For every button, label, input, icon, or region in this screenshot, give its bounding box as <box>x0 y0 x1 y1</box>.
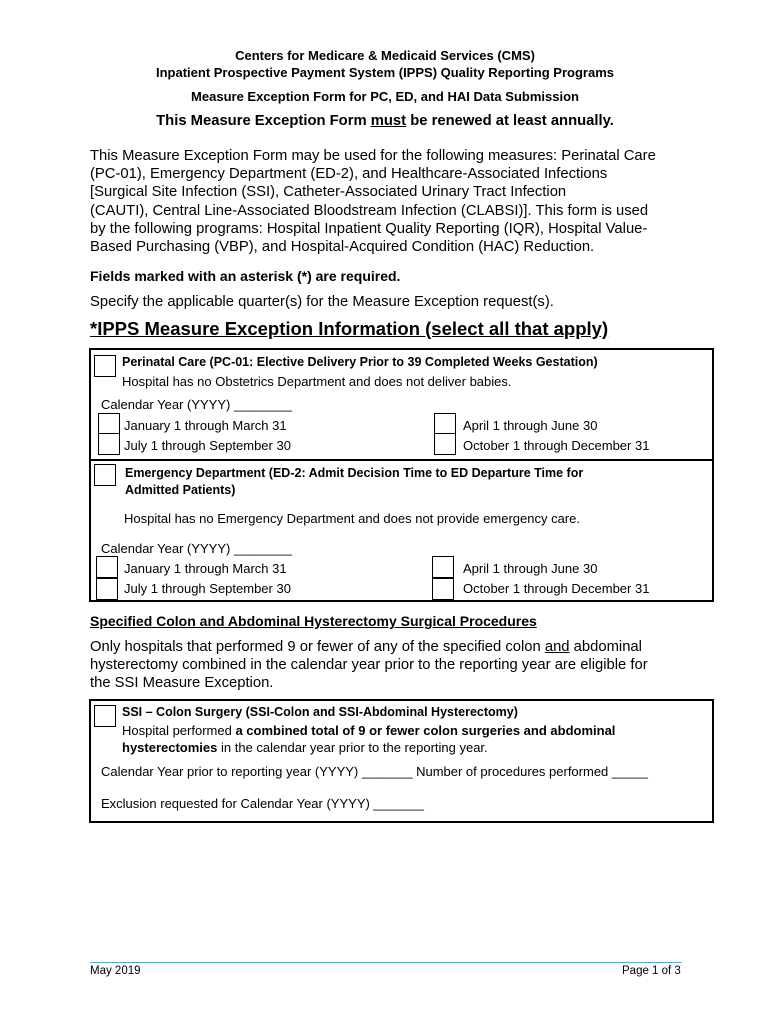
ssi-checkbox[interactable] <box>94 705 116 727</box>
pc-q3-checkbox[interactable] <box>98 433 120 455</box>
pc-q2-label: April 1 through June 30 <box>463 418 598 433</box>
intro-paragraph: This Measure Exception Form may be used for the following measures: Perinatal Care (PC-01), Emergency Department (ED-2), and Healthcare-Associated Infections [Surgical Site Infection (SSI), Catheter-Associated Urinary Tract Infection (CAUTI), Central Line-Associated Bloodstream Infection (CLABSI)]. This form is used by the following programs: Hospital Inpatient Quality Reporting (IQR), Hospital Value- Based Purchasing (VBP), and Hospital-Acquired Condition (HAC) Reduction. <box>90 148 656 256</box>
pc-title: Perinatal Care (PC-01: Elective Delivery Prior to 39 Completed Weeks Gestation) <box>122 355 598 369</box>
ed-q3-checkbox[interactable] <box>96 578 118 600</box>
required-note: Fields marked with an asterisk (*) are required. <box>90 268 401 284</box>
pc-calendar-year: Calendar Year (YYYY) ________ <box>101 397 292 412</box>
pc-q4-label: October 1 through December 31 <box>463 438 650 453</box>
pc-q4-checkbox[interactable] <box>434 433 456 455</box>
header-programs: Inpatient Prospective Payment System (IPPS) Quality Reporting Programs <box>155 65 614 80</box>
ed-title-line1: Emergency Department (ED-2: Admit Decision Time to ED Departure Time for <box>125 466 584 480</box>
ed-description: Hospital has no Emergency Department and does not provide emergency care. <box>124 511 580 526</box>
pc-q3-label: July 1 through September 30 <box>124 438 291 453</box>
ed-q2-checkbox[interactable] <box>432 556 454 578</box>
colon-section-heading: Specified Colon and Abdominal Hysterectomy Surgical Procedures <box>90 613 537 629</box>
colon-section-paragraph: Only hospitals that performed 9 or fewer of any of the specified colon and abdominal hysterectomy combined in the calendar year prior to the reporting year are eligible for the SSI Measure Exception. <box>90 639 648 692</box>
pc-checkbox[interactable] <box>94 355 116 377</box>
pc-q2-checkbox[interactable] <box>434 413 456 435</box>
ed-title-line2: Admitted Patients) <box>125 483 236 497</box>
ssi-title: SSI – Colon Surgery (SSI-Colon and SSI-Abdominal Hysterectomy) <box>122 705 518 719</box>
ed-calendar-year: Calendar Year (YYYY) ________ <box>101 541 292 556</box>
footer-date: May 2019 <box>90 965 141 977</box>
pc-q1-checkbox[interactable] <box>98 413 120 435</box>
ed-q3-label: July 1 through September 30 <box>124 581 291 596</box>
renewal-notice: This Measure Exception Form must be renewed at least annually. <box>156 113 614 129</box>
footer-rule <box>90 962 682 963</box>
form-title: Measure Exception Form for PC, ED, and HAI Data Submission <box>191 89 579 104</box>
ed-checkbox[interactable] <box>94 464 116 486</box>
pc-ed-divider <box>90 459 713 461</box>
ssi-calendar-prior: Calendar Year prior to reporting year (YYYY) _______ Number of procedures performed _____ <box>101 764 649 779</box>
pc-q1-label: January 1 through March 31 <box>124 418 287 433</box>
ssi-description: Hospital performed a combined total of 9 or fewer colon surgeries and abdominal hysterectomies in the calendar year prior to the reporting year. <box>122 723 616 755</box>
footer-page: Page 1 of 3 <box>622 965 681 977</box>
ed-q1-checkbox[interactable] <box>96 556 118 578</box>
ssi-exclusion: Exclusion requested for Calendar Year (YYYY) _______ <box>101 796 425 811</box>
ed-q4-checkbox[interactable] <box>432 578 454 600</box>
header-cms: Centers for Medicare & Medicaid Services (CMS) <box>235 48 535 63</box>
ed-q2-label: April 1 through June 30 <box>463 561 598 576</box>
ed-q4-label: October 1 through December 31 <box>463 581 650 596</box>
ed-q1-label: January 1 through March 31 <box>124 561 287 576</box>
quarter-note: Specify the applicable quarter(s) for the Measure Exception request(s). <box>90 294 554 310</box>
pc-description: Hospital has no Obstetrics Department and does not deliver babies. <box>122 374 512 389</box>
section-title: *IPPS Measure Exception Information (select all that apply) <box>90 318 609 339</box>
